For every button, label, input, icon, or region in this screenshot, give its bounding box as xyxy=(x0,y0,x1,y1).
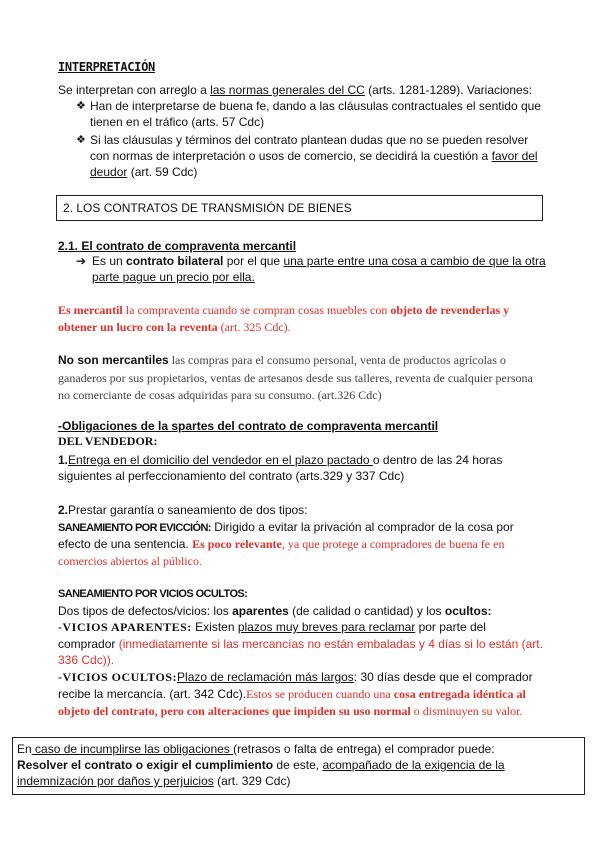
vicios-ocultos-label: -VICIOS OCULTOS: xyxy=(58,670,178,684)
vicios-ocultos-bold: ocultos: xyxy=(444,604,492,618)
def-pre: Es un xyxy=(92,254,127,268)
bullet-2-text-end: (art. 59 Cdc) xyxy=(127,165,198,179)
diamond-bullet-icon: ❖ xyxy=(76,134,86,146)
incumplimiento-pre: En xyxy=(17,742,32,756)
vicios-label: SANEAMIENTO POR VICIOS OCULTOS: xyxy=(58,588,248,600)
no-mercantiles-text: las compras para el consumo personal, venta de productos agrícolas o ganaderos por sus propietarios, ventas de artesanos desde sus talleres, reventa de cualquier persona no comerciante de cosas adquiridas para su consumo. (art.326 Cdc) xyxy=(58,353,533,402)
incumplimiento-text xyxy=(17,741,577,789)
obligaciones-title: -Obligaciones de la spartes del contrato de compraventa mercantil xyxy=(58,419,439,433)
incumplimiento-link: caso de incumplirse las obligaciones xyxy=(31,742,234,756)
vicios-ocultos-red-end: o disminuyen su valor. xyxy=(410,704,523,718)
vicios-aparentes-pre: Existen xyxy=(191,620,238,634)
no-mercantiles-paragraph xyxy=(58,352,544,405)
item-2-number: 2. xyxy=(58,503,69,517)
intro-link: las normas generales del CC xyxy=(210,83,365,97)
section2-box xyxy=(56,195,543,221)
def-bold: contrato bilateral xyxy=(126,254,224,268)
item-1-text: o dentro de las 24 horas siguientes al perfeccionamiento del contrato (arts.329 y 337 Cdc) xyxy=(58,453,503,483)
vicios-ocultos-red-bold: cosa entregada idéntica al objeto del contrato, pero con alteraciones que impiden su uso normal xyxy=(58,687,526,718)
vicios-line-pre: Dos tipos de defectos/vicios: los xyxy=(58,604,233,618)
vicios-line-mid: (de calidad o cantidad) y los xyxy=(288,604,445,618)
interpretacion-intro xyxy=(58,82,548,98)
vicios-aparentes-label: -VICIOS APARENTES: xyxy=(58,620,192,634)
section2-title: 2. LOS CONTRATOS DE TRANSMISIÓN DE BIENES xyxy=(63,201,352,215)
es-mercantil-bold: Es mercantil xyxy=(58,303,123,317)
incumplimiento-mid: de este, xyxy=(273,758,323,772)
item-2-text: Prestar garantía o saneamiento de dos tipos: xyxy=(68,503,308,517)
compraventa-title: 2.1. El contrato de compraventa mercantil xyxy=(58,239,297,253)
intro-text: Se interpretan con arreglo a xyxy=(58,83,211,97)
vicios-aparentes-paragraph xyxy=(58,619,544,668)
es-mercantil-paragraph xyxy=(58,302,544,336)
eviccion-red-text: , ya que protege a compradores de buena fe en comercios abiertos al público. xyxy=(58,537,505,568)
vicios-ocultos-link: Plazo de reclamación más largos xyxy=(177,670,354,684)
item-1-number: 1. xyxy=(58,453,69,467)
es-mercantil-bold-2: objeto de revenderlas y obtener un lucro con la reventa xyxy=(58,303,510,334)
bullet-1-text: Han de interpretarse de buena fe, dando a las cláusulas contractuales el sentido que tienen en el tráfico (arts. 57 Cdc) xyxy=(90,99,541,129)
eviccion-red-bold: Es poco relevante xyxy=(192,537,282,551)
def-mid: por el que xyxy=(223,254,284,268)
intro-text-end: (arts. 1281-1289). Variaciones: xyxy=(364,83,533,97)
eviccion-label: SANEAMIENTO POR EVICCIÓN: xyxy=(58,522,211,534)
vicios-types-line xyxy=(58,603,544,619)
vicios-aparentes-link: plazos muy breves para reclamar xyxy=(237,620,416,634)
eviccion-paragraph xyxy=(58,519,544,570)
right-arrow-icon: ➔ xyxy=(76,254,87,268)
eviccion-text: Dirigido a evitar la privación al comprador de la cosa por efecto de una sentencia. xyxy=(58,520,514,551)
no-mercantiles-bold: No son mercantiles xyxy=(58,353,169,367)
vicios-aparentes-post: por parte del comprador xyxy=(58,620,486,651)
vicios-ocultos-red: Estos se producen cuando una xyxy=(246,687,394,701)
compraventa-definition xyxy=(76,253,546,285)
vicios-aparentes-bold: aparentes xyxy=(232,604,289,618)
bullet-2-text: Si las cláusulas y términos del contrato plantean dudas que no se pueden resolver con normas de interpretación o usos de comercio, se decidirá la cuestión a xyxy=(90,133,529,163)
interpretacion-bullet-1 xyxy=(76,98,546,130)
incumplimiento-bold: Resolver el contrato o exigir el cumplimiento xyxy=(17,758,274,772)
vicios-ocultos-text: : 30 días desde que el comprador recibe la mercancía. (art. 342 Cdc). xyxy=(58,670,533,701)
diamond-bullet-icon: ❖ xyxy=(76,100,86,112)
incumplimiento-link-2: acompañado de la exigencia de la indemnización por daños y perjuicios xyxy=(17,758,505,788)
vendedor-heading: DEL VENDEDOR: xyxy=(58,434,158,448)
incumplimiento-post: (retrasos o falta de entrega) el comprador puede: xyxy=(233,742,495,756)
item-1-link: Entrega en el domicilio del vendedor en el plazo pactado xyxy=(68,453,373,467)
obligacion-item-1 xyxy=(58,452,544,484)
vicios-ocultos-paragraph xyxy=(58,669,544,720)
bullet-2-link: favor del deudor xyxy=(90,149,538,179)
es-mercantil-text-end: (art. 325 Cdc). xyxy=(217,320,291,334)
obligacion-item-2 xyxy=(58,502,544,518)
vicios-aparentes-red: (inmediatamente si las mercancías no están embaladas y 4 días si lo están (art. 336 Cdc)). xyxy=(58,637,543,667)
incumplimiento-box xyxy=(12,737,585,795)
interpretacion-title: INTERPRETACIÓN xyxy=(58,60,155,74)
es-mercantil-text: la compraventa cuando se compran cosas muebles con xyxy=(122,303,391,317)
interpretacion-bullet-2 xyxy=(76,132,546,180)
def-link: una parte entre una cosa a cambio de que la otra parte pague un precio por ella. xyxy=(92,254,546,284)
incumplimiento-end: (art. 329 Cdc) xyxy=(213,774,291,788)
